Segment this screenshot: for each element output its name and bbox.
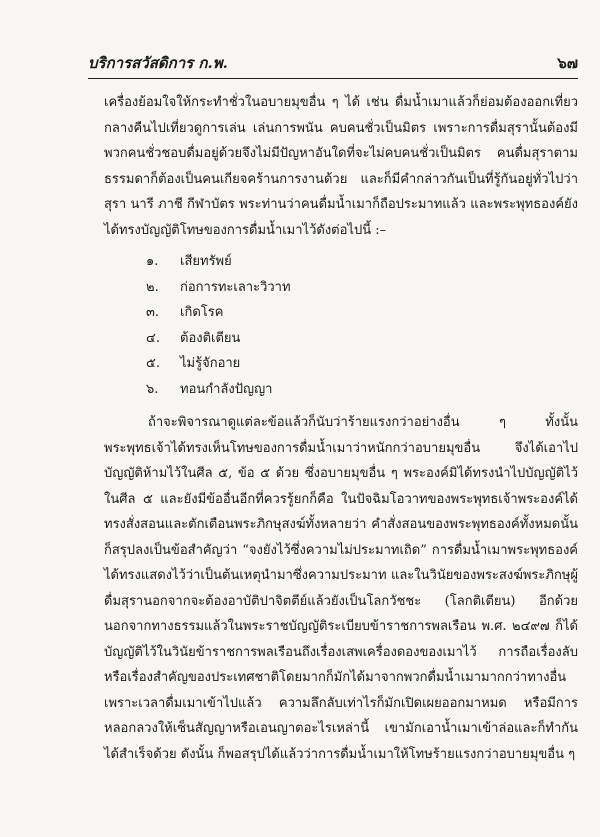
body-paragraph: ถ้าจะพิจารณาดูแต่ละข้อแล้วก็นับว่าร้ายแรงกว่าอย่างอื่น ๆ ทั้งนั้น พระพุทธเจ้าได้ทรงเห็นโทษของการดื่มน้ำเมาว่าหนักกว่าอบายมุขอื่น จึงได้เอาไปบัญญัติห้ามไว้ในศีล ๕, ข้อ ๕ ด้วย ซึ่งอบายมุขอื่น ๆ พระองค์มิได้ทรงนำไปบัญญัติไว้ในศีล ๕ และยังมีข้ออื่นอีกที่ควรรู้ยกก็คือ ในปัจฉิมโอวาทของพระพุทธเจ้าพระองค์ได้ทรงสั่งสอนและตักเตือนพระภิกษุสงฆ์ทั้งหลายว่า คำสั่งสอนของพระพุทธองค์ทั้งหมดนั้นก็สรุปลงเป็นข้อสำคัญว่า “จงยังไว้ซึ่งความไม่ประมาทเถิด” การดื่มน้ำเมาพระพุทธองค์ได้ทรงแสดงไว้ว่าเป็นต้นเหตุนำมาซึ่งความประมาท และในวินัยของพระสงฆ์พระภิกษุผู้ดื่มสุรานอกจากจะต้องอาบัติปาจิตตีย์แล้วยังเป็นโลกวัชชะ (โลกติเตียน) อีกด้วย นอกจากทางธรรมแล้วในพระราชบัญญัติระเบียบข้าราชการพลเรือน พ.ศ. ๒๔๙๗ ก็ได้บัญญัติไว้ในวินัยข้าราชการพลเรือนถึงเรื่องเสพเครื่องดองของเมาไว้ การถือเรื่องลับหรือเรื่องสำคัญของประเทศชาติโดยมากก็มักได้มาจากพวกดื่มน้ำเมามากกว่าทางอื่น เพราะเวลาดื่มเมาเข้าไปแล้ว ความลึกลับเท่าไรก็มักเปิดเผยออกมาหมด หรือมีการหลอกลวงให้เซ็นสัญญาหรือเอนญาตอะไรเหล่านี้ เขามักเอาน้ำเมาเข้าล่อและก็ทำกันได้สำเร็จด้วย ดังนั้น ก็พอสรุปได้แล้วว่าการดื่มน้ำเมาให้โทษร้ายแรงกว่าอบายมุขอื่น ๆ xyxy=(104,415,578,762)
penalty-list xyxy=(104,249,578,402)
running-title: บริการสวัสดิการ ก.พ. xyxy=(88,54,228,72)
list-item xyxy=(146,377,578,403)
list-text: เกิดโรค xyxy=(180,305,224,320)
list-item xyxy=(146,351,578,377)
list-number: ๕. xyxy=(146,356,160,371)
page-body xyxy=(104,90,578,767)
list-number: ๔. xyxy=(146,330,160,346)
list-item xyxy=(146,275,578,301)
page-header xyxy=(88,52,578,79)
list-item xyxy=(146,300,578,326)
list-item xyxy=(146,249,578,275)
page-number: ๖๗ xyxy=(557,54,578,72)
list-number: ๖. xyxy=(146,381,159,397)
list-text: ต้องติเตียน xyxy=(180,330,241,346)
list-item xyxy=(146,326,578,352)
list-text: ทอนกำลังปัญญา xyxy=(180,381,273,397)
list-text: ไม่รู้จักอาย xyxy=(180,356,241,371)
list-number: ๑. xyxy=(146,254,159,269)
list-number: ๒. xyxy=(146,279,159,295)
list-text: เสียทรัพย์ xyxy=(180,254,232,269)
list-number: ๓. xyxy=(146,305,160,320)
list-text: ก่อการทะเลาะวิวาท xyxy=(180,279,291,295)
intro-paragraph: เครื่องย้อมใจให้กระทำชั่วในอบายมุขอื่น ๆ ได้ เช่น ดื่มน้ำเมาแล้วก็ย่อมต้องออกเที่ยวกลางคืนไปเที่ยวดูการเล่น เล่นการพนัน คบคนชั่วเป็นมิตร เพราะการดื่มสุรานั้นต้องมีพวกคนชั่วชอบดื่มอยู่ด้วยจึงไม่มีปัญหาอันใดที่จะไม่คบคนชั่วเป็นมิตร คนดื่มสุราตามธรรมดาก็ต้องเป็นคนเกียจคร้านการงานด้วย และก็มีคำกล่าวกันเป็นที่รู้กันอยู่ทั่วไปว่า สุรา นารี ภาชี กีฬาบัตร พระท่านว่าคนดื่มน้ำเมาก็ถือประมาทแล้ว และพระพุทธองค์ยังได้ทรงบัญญัติโทษของการดื่มน้ำเมาไว้ดังต่อไปนี้ :– xyxy=(104,95,578,238)
